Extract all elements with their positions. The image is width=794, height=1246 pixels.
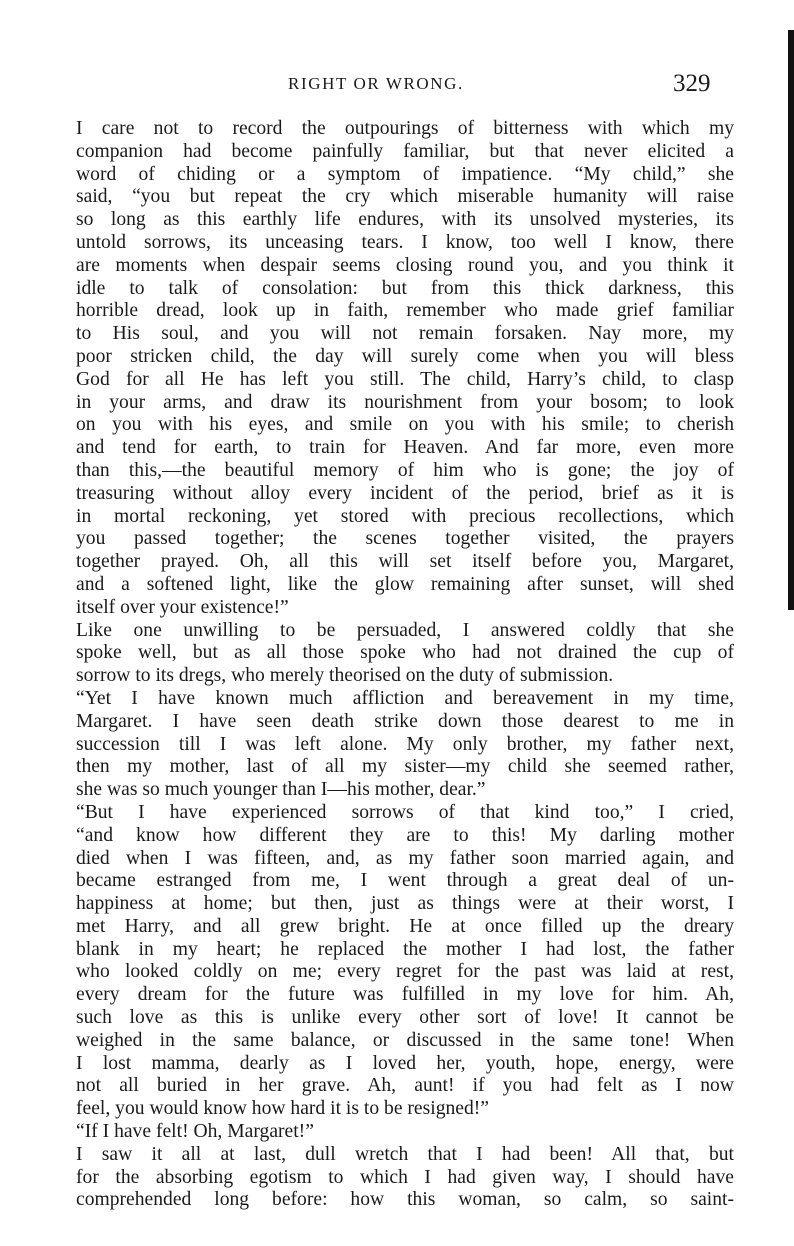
text-line: spoke well, but as all those spoke who had not drained the cup of (76, 642, 734, 664)
text-line: and tend for earth, to train for Heaven. And far more, even more (76, 437, 734, 459)
text-line: became estranged from me, I went through a great deal of un- (76, 870, 734, 892)
running-head (0, 70, 794, 104)
text-line: comprehended long before: how this woman, so calm, so saint- (76, 1189, 734, 1211)
text-line: then my mother, last of all my sister—my child she seemed rather, (76, 756, 734, 778)
text-line: succession till I was left alone. My only brother, my father next, (76, 733, 734, 755)
text-line: every dream for the future was fulfilled in my love for him. Ah, (76, 984, 734, 1006)
text-line: “Yet I have known much affliction and bereavement in my time, (76, 687, 734, 709)
text-line: “If I have felt! Oh, Margaret!” (76, 1121, 314, 1143)
text-line: to His soul, and you will not remain forsaken. Nay more, my (76, 323, 734, 345)
text-line: word of chiding or a symptom of impatience. “My child,” she (76, 163, 734, 185)
text-line: “But I have experienced sorrows of that kind too,” I cried, (76, 801, 734, 823)
paragraph (54, 1144, 734, 1212)
paragraph (54, 688, 734, 802)
text-line: companion had become painfully familiar, but that never elicited a (76, 140, 734, 162)
text-line: happiness at home; but then, just as things were at their worst, I (76, 893, 734, 915)
text-line: so long as this earthly life endures, with its unsolved mysteries, its (76, 209, 734, 231)
text-line: God for all He has left you still. The child, Harry’s child, to clasp (76, 368, 734, 390)
text-line: not all buried in her grave. Ah, aunt! if you had felt as I now (76, 1075, 734, 1097)
text-line: untold sorrows, its unceasing tears. I know, too well I know, there (76, 231, 734, 253)
text-line: said, “you but repeat the cry which miserable humanity will raise (76, 186, 734, 208)
text-line: weighed in the same balance, or discussed in the same tone! When (76, 1029, 734, 1051)
text-line: in mortal reckoning, yet stored with precious recollections, which (76, 505, 734, 527)
text-line: I saw it all at last, dull wretch that I had been! All that, but (76, 1143, 734, 1165)
text-line: I lost mamma, dearly as I loved her, youth, hope, energy, were (76, 1052, 734, 1074)
text-line: horrible dread, look up in faith, remember who made grief familiar (76, 300, 734, 322)
paragraph (54, 620, 734, 688)
text-line: such love as this is unlike every other sort of love! It cannot be (76, 1007, 734, 1029)
paragraph (54, 1121, 734, 1144)
text-line: treasuring without alloy every incident of the period, brief as it is (76, 482, 734, 504)
paragraph (54, 802, 734, 1121)
text-line: itself over your existence!” (76, 596, 289, 618)
text-line: “and know how different they are to this! My darling mother (76, 824, 734, 846)
running-title: RIGHT OR WRONG. (288, 74, 464, 93)
text-line: sorrow to its dregs, who merely theorised on the duty of submission. (76, 665, 614, 687)
page-number: 329 (673, 70, 711, 97)
text-line: met Harry, and all grew bright. He at once filled up the dreary (76, 915, 734, 937)
text-line: on you with his eyes, and smile on you with his smile; to cherish (76, 414, 734, 436)
text-line: poor stricken child, the day will surely come when you will bless (76, 345, 734, 367)
text-line: for the absorbing egotism to which I had given way, I should have (76, 1166, 734, 1188)
text-line: are moments when despair seems closing round you, and you think it (76, 254, 734, 276)
text-line: Margaret. I have seen death strike down those dearest to me in (76, 710, 734, 732)
text-line: died when I was fifteen, and, as my father soon married again, and (76, 847, 734, 869)
text-line: who looked coldly on me; every regret for the past was laid at rest, (76, 961, 734, 983)
page-edge-shadow (788, 30, 794, 610)
text-line: and a softened light, like the glow remaining after sunset, will shed (76, 573, 734, 595)
text-line: idle to talk of consolation: but from this thick darkness, this (76, 277, 734, 299)
text-line: Like one unwilling to be persuaded, I answered coldly that she (76, 619, 734, 641)
text-line: you passed together; the scenes together visited, the prayers (76, 528, 734, 550)
text-line: in your arms, and draw its nourishment from your bosom; to look (76, 391, 734, 413)
text-line: I care not to record the outpourings of bitterness with which my (76, 118, 734, 139)
text-line: together prayed. Oh, all this will set itself before you, Margaret, (76, 551, 734, 573)
paragraph (54, 118, 734, 620)
text-line: feel, you would know how hard it is to be resigned!” (76, 1098, 490, 1120)
text-line: than this,—the beautiful memory of him who is gone; the joy of (76, 459, 734, 481)
text-line: she was so much younger than I—his mother, dear.” (76, 779, 486, 801)
text-line: blank in my heart; he replaced the mother I had lost, the father (76, 938, 734, 960)
body-text (54, 118, 734, 1212)
